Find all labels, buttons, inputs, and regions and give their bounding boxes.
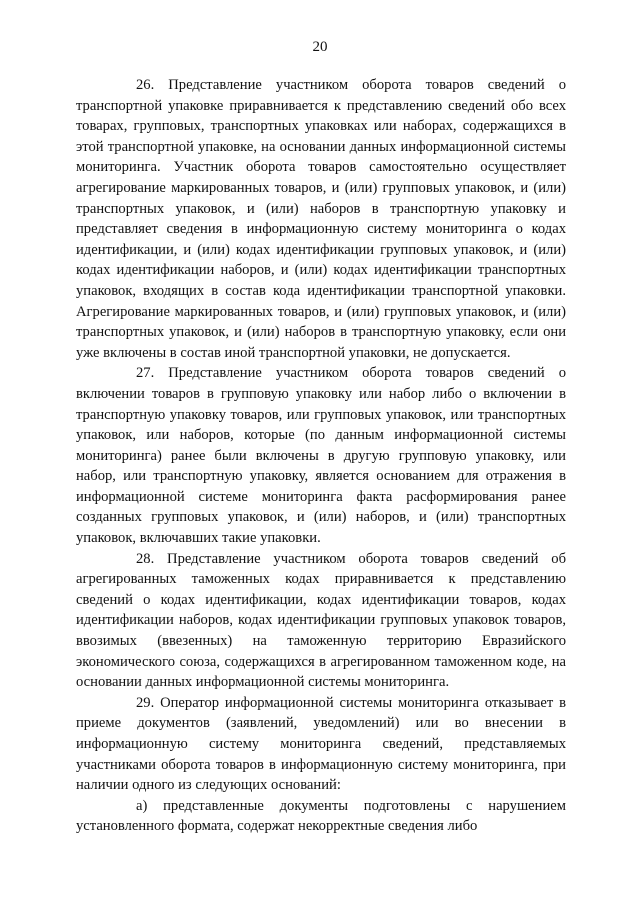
page-number: 20 [312,39,328,55]
paragraph-28: 28. Представление участником оборота товаров сведений об агрегированных таможенных кодах приравнивается к представлению сведений о кодах идентификации, кодах идентификации товаров, кодах идентификации наборов, кодах идентификации групповых упаковок товаров, ввозимых (ввезенных) на таможенную территорию Евразийского экономического союза, содержащихся в агрегированном таможенном коде, на основании данных информационной системы мониторинга. [76,550,566,691]
document-body [76,75,566,837]
paragraph-27: 27. Представление участником оборота товаров сведений о включении товаров в групповую упаковку или набор либо о включении в транспортную упаковку товаров, или групповых упаковок, или транспортных упаковок, или наборов, которые (по данным информационной системы мониторинга) ранее были включены в другую групповую упаковку, или набор, или транспортную упаковку, является основанием для отражения в информационной системе мониторинга факта расформирования ранее созданных групповых упаковок, и (или) наборов, и (или) транспортных упаковок, включавших такие упаковки. [76,365,566,547]
paragraph-29-item-a: а) представленные документы подготовлены с нарушением установленного формата, содержат некорректные сведения либо [76,797,566,835]
paragraph-26: 26. Представление участником оборота товаров сведений о транспортной упаковке приравнивается к представлению сведений обо всех товарах, групповых, транспортных упаковках или наборах, содержащихся в этой транспортной упаковке, на основании данных информационной системы мониторинга. Участник оборота товаров самостоятельно осуществляет агрегирование маркированных товаров, и (или) групповых упаковок, и (или) транспортных упаковок, и (или) наборов в транспортную упаковку и представляет сведения в информационную систему мониторинга о кодах идентификации, и (или) кодах идентификации групповых упаковок, и (или) кодах идентификации наборов, и (или) кодах идентификации транспортных упаковок, входящих в состав кода идентификации транспортной упаковки. Агрегирование маркированных товаров, и (или) групповых упаковок, и (или) транспортных упаковок, и (или) наборов в транспортную упаковку, если они уже включены в состав иной транспортной упаковки, не допускается. [76,77,566,361]
paragraph-29: 29. Оператор информационной системы мониторинга отказывает в приеме документов (заявлений, уведомлений) или во внесении в информационную систему мониторинга сведений, представляемых участниками оборота товаров в информационную систему мониторинга, при наличии одного из следующих оснований: [76,694,566,794]
